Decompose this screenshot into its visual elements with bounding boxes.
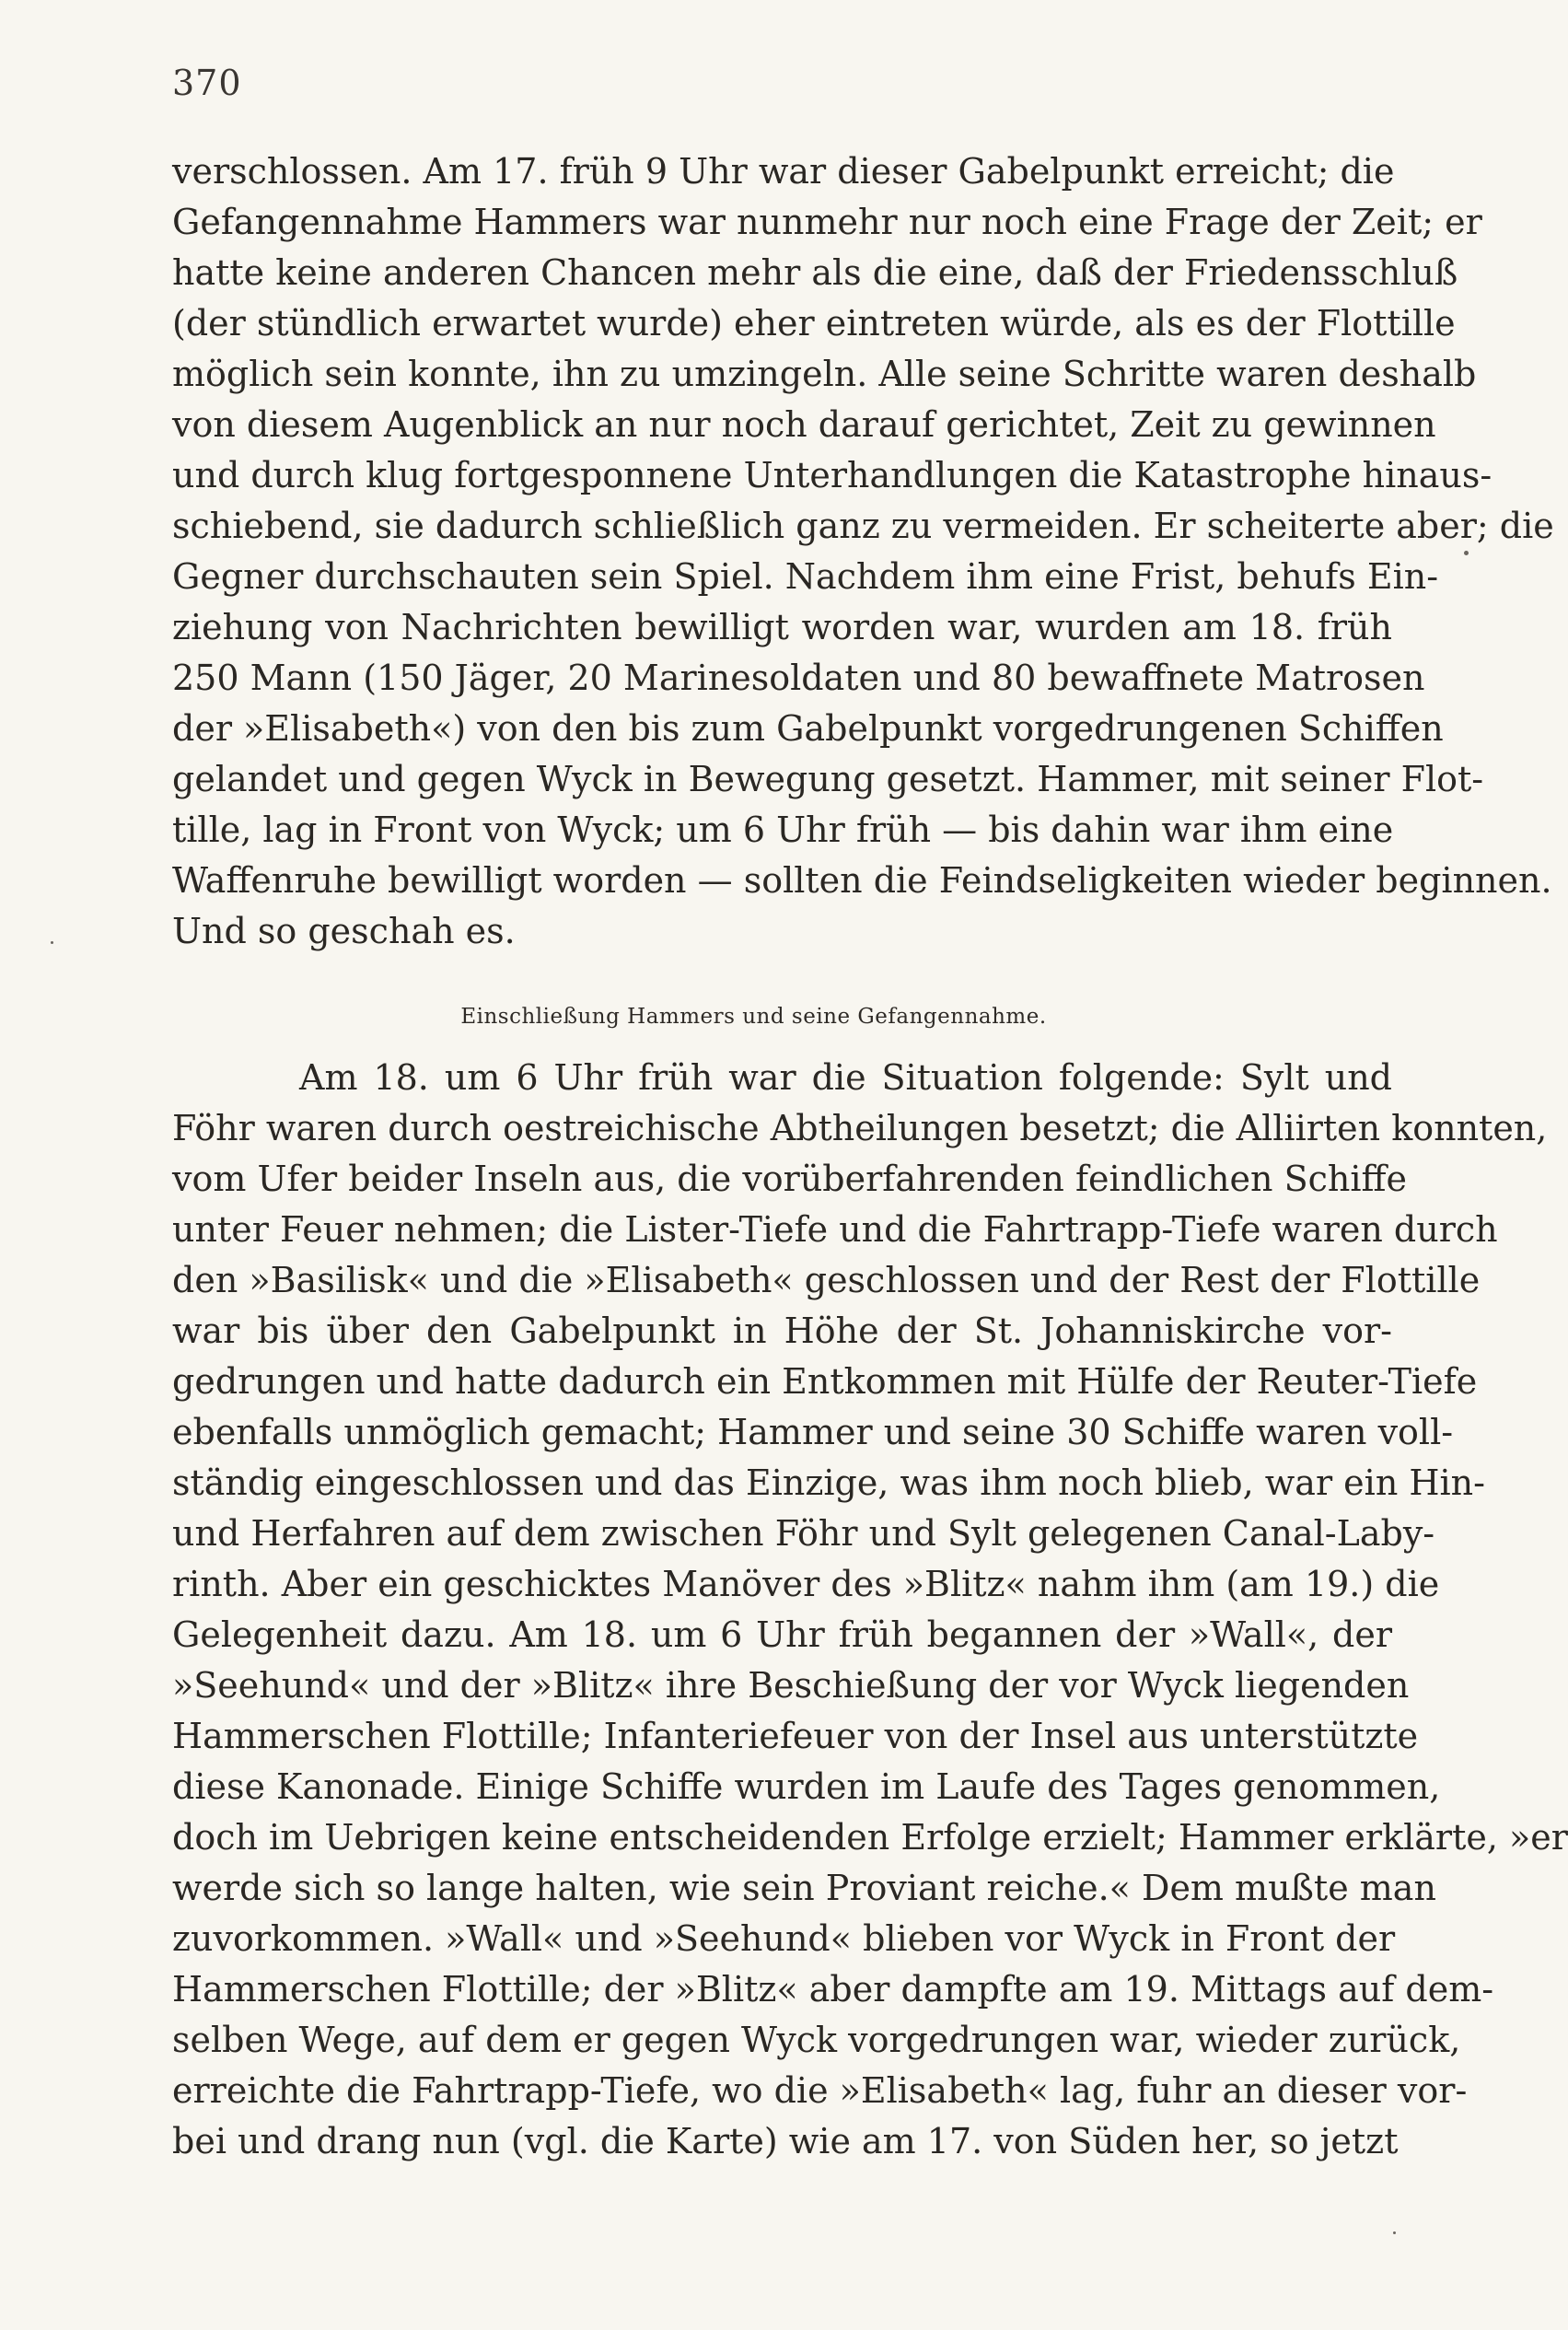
text-line: werde sich so lange halten, wie sein Proviant reiche.« Dem mußte man bbox=[172, 1868, 1436, 1908]
text-line: unter Feuer nehmen; die Lister-Tiefe und die Fahrtrapp-Tiefe waren durch bbox=[172, 1209, 1498, 1250]
text-line: möglich sein konnte, ihn zu umzingeln. Alle seine Schritte waren deshalb bbox=[172, 354, 1477, 394]
text-line: Gefangennahme Hammers war nunmehr nur noch eine Frage der Zeit; er bbox=[172, 202, 1482, 242]
text-line: und durch klug fortgesponnene Unterhandlungen die Katastrophe hinaus- bbox=[172, 455, 1493, 495]
text-line: diese Kanonade. Einige Schiffe wurden im Laufe des Tages genommen, bbox=[172, 1766, 1441, 1807]
text-line: verschlossen. Am 17. früh 9 Uhr war dieser Gabelpunkt erreicht; die bbox=[172, 151, 1395, 192]
section-heading: Einschließung Hammers und seine Gefangennahme. bbox=[460, 1005, 1047, 1029]
text-line: Föhr waren durch oestreichische Abtheilungen besetzt; die Alliirten konnten, bbox=[172, 1108, 1548, 1148]
text-line: bei und drang nun (vgl. die Karte) wie am 17. von Süden her, so jetzt bbox=[172, 2121, 1399, 2161]
text-line: hatte keine anderen Chancen mehr als die eine, daß der Friedensschluß bbox=[172, 252, 1458, 293]
text-line: ziehung von Nachrichten bewilligt worden war, wurden am 18. früh bbox=[172, 607, 1392, 647]
scan-speck bbox=[1393, 2231, 1396, 2234]
text-line: doch im Uebrigen keine entscheidenden Erfolge erzielt; Hammer erklärte, »er bbox=[172, 1817, 1568, 1858]
text-line: gedrungen und hatte dadurch ein Entkommen mit Hülfe der Reuter-Tiefe bbox=[172, 1361, 1478, 1402]
text-line: Waffenruhe bewilligt worden — sollten die Feindseligkeiten wieder beginnen. bbox=[172, 860, 1552, 901]
text-line: Gegner durchschauten sein Spiel. Nachdem ihm eine Frist, behufs Ein- bbox=[172, 556, 1439, 597]
text-line: Hammerschen Flottille; der »Blitz« aber dampfte am 19. Mittags auf dem- bbox=[172, 1969, 1494, 2010]
page-number: 370 bbox=[172, 63, 242, 103]
text-line: ebenfalls unmöglich gemacht; Hammer und seine 30 Schiffe waren voll- bbox=[172, 1412, 1454, 1452]
text-line: gelandet und gegen Wyck in Bewegung gesetzt. Hammer, mit seiner Flot- bbox=[172, 759, 1484, 799]
text-line: Hammerschen Flottille; Infanteriefeuer von der Insel aus unterstützte bbox=[172, 1716, 1419, 1756]
text-line: Gelegenheit dazu. Am 18. um 6 Uhr früh begannen der »Wall«, der bbox=[172, 1614, 1392, 1655]
text-line: 250 Mann (150 Jäger, 20 Marinesoldaten und 80 bewaffnete Matrosen bbox=[172, 658, 1425, 698]
scan-speck bbox=[1464, 551, 1469, 555]
text-line: von diesem Augenblick an nur noch darauf gerichtet, Zeit zu gewinnen bbox=[172, 404, 1436, 445]
text-line: Am 18. um 6 Uhr früh war die Situation folgende: Sylt und bbox=[299, 1057, 1392, 1098]
text-line: ständig eingeschlossen und das Einzige, was ihm noch blieb, war ein Hin- bbox=[172, 1462, 1485, 1503]
text-line: der »Elisabeth«) von den bis zum Gabelpunkt vorgedrungenen Schiffen bbox=[172, 708, 1444, 749]
text-line: tille, lag in Front von Wyck; um 6 Uhr früh — bis dahin war ihm eine bbox=[172, 810, 1394, 850]
text-line: schiebend, sie dadurch schließlich ganz zu vermeiden. Er scheiterte aber; die bbox=[172, 506, 1554, 546]
text-line: selben Wege, auf dem er gegen Wyck vorgedrungen war, wieder zurück, bbox=[172, 2020, 1461, 2060]
text-line: und Herfahren auf dem zwischen Föhr und Sylt gelegenen Canal-Laby- bbox=[172, 1513, 1435, 1554]
text-line: vom Ufer beider Inseln aus, die vorüberfahrenden feindlichen Schiffe bbox=[172, 1159, 1408, 1199]
text-line: den »Basilisk« und die »Elisabeth« geschlossen und der Rest der Flottille bbox=[172, 1260, 1481, 1300]
text-line: war bis über den Gabelpunkt in Höhe der St. Johanniskirche vor- bbox=[172, 1311, 1392, 1351]
text-line: erreichte die Fahrtrapp-Tiefe, wo die »Elisabeth« lag, fuhr an dieser vor- bbox=[172, 2070, 1468, 2111]
text-line: »Seehund« und der »Blitz« ihre Beschießung der vor Wyck liegenden bbox=[172, 1665, 1410, 1706]
text-line: (der stündlich erwartet wurde) eher eintreten würde, als es der Flottille bbox=[172, 303, 1456, 344]
text-line: rinth. Aber ein geschicktes Manöver des »Blitz« nahm ihm (am 19.) die bbox=[172, 1564, 1440, 1604]
scan-speck bbox=[51, 941, 53, 944]
text-line: Und so geschah es. bbox=[172, 911, 516, 951]
text-line: zuvorkommen. »Wall« und »Seehund« blieben vor Wyck in Front der bbox=[172, 1918, 1396, 1959]
